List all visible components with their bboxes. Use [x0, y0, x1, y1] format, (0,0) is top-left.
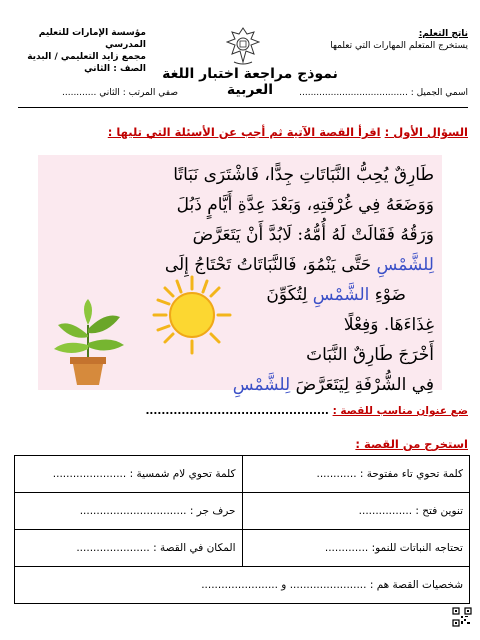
table-row [15, 493, 470, 530]
story-fragment: لِتُكَوِّنَ [266, 285, 313, 305]
school-info [18, 27, 146, 75]
school-complex: مجمع زايد التعليمي / البدية [27, 52, 146, 62]
story-title-answer-line[interactable]: .............................................. [145, 405, 329, 417]
story-line: وَرَقُهُ فَقَالَتْ لَهُ أُمُّهُ: لَابُدَّ أَنْ يَتَعَرَّضَ [192, 225, 434, 245]
question-1-text: اقرأ القصة الآتية ثم أجب عن الأسئلة التي تليها : [107, 125, 381, 139]
sun-icon [150, 273, 234, 357]
story-fragment: فِي الشُّرْفَةِ لِيَتَعَرَّضَ [290, 375, 434, 395]
table-cell[interactable]: المكان في القصة : ...................... [15, 530, 243, 567]
story-fragment: ضَوْءِ [369, 285, 406, 305]
table-cell[interactable]: كلمة تحوي لام شمسية : ...................... [15, 456, 243, 493]
story-box [38, 155, 442, 395]
table-row [15, 530, 470, 567]
highlight-word: لِلشَّمْسِ [376, 255, 434, 275]
learning-outcome-label: ناتج التعلم: [418, 29, 468, 39]
story-line: طَارِقٌ يُحِبُّ النَّبَاتَاتِ جِدًّا، فَاشْتَرَى نَبَاتًا [173, 165, 434, 185]
learning-outcome-text: يستخرج المتعلم المهارات التي تعلمها [330, 41, 468, 51]
highlight-word: الشَّمْسِ [312, 285, 370, 305]
question-3-label: استخرج من القصة : [355, 437, 468, 451]
story-line: غِذَاءَهَا. وَفِعْلًا [343, 315, 434, 335]
story-fragment: حَتَّى يَنْمُوَ، فَالنَّبَاتَاتُ تَحْتَاجُ إِلَى [164, 255, 377, 275]
learning-outcome [310, 28, 468, 52]
header-divider [18, 107, 468, 108]
school-name: مؤسسة الإمارات للتعليم المدرسي [38, 28, 146, 50]
potted-plant-icon [44, 295, 132, 387]
table-row [15, 456, 470, 493]
extraction-table [14, 455, 470, 604]
grade-label: الصف : الثاني [84, 64, 146, 74]
table-cell[interactable]: شخصيات القصة هم : ....................... و ....................... [15, 567, 470, 604]
qr-code-icon [452, 607, 472, 627]
question-2-label: ضع عنوان مناسب للقصة : [332, 405, 468, 417]
question-1 [100, 125, 468, 139]
table-cell[interactable]: حرف جر : ................................ [15, 493, 243, 530]
table-cell[interactable]: تحتاجه النباتات للنمو: ............. [242, 530, 470, 567]
question-1-label: السؤال الأول : [384, 125, 468, 139]
story-line [44, 250, 434, 280]
question-2 [96, 405, 468, 417]
class-field[interactable]: صفي المرتب : الثاني ............ [62, 88, 178, 98]
story-line: وَوَضَعَهُ فِي غُرْفَتِهِ، وَبَعْدَ عِدَّةِ أَيَّامٍ ذَبُلَ [176, 195, 434, 215]
table-row [15, 567, 470, 604]
student-name-field[interactable]: اسمي الجميل : ...................................... [299, 88, 468, 98]
highlight-word: لِلشَّمْسِ [232, 375, 291, 395]
page-title: نموذج مراجعة اختبار اللغة العربية [162, 66, 338, 98]
table-cell[interactable]: تنوين فتح : ................ [242, 493, 470, 530]
table-cell[interactable]: كلمة تحوي تاء مفتوحة : ............ [242, 456, 470, 493]
uae-emblem-icon [226, 24, 260, 66]
story-line: أَخْرَجَ طَارِقٌ النَّبَاتَ [306, 345, 434, 365]
